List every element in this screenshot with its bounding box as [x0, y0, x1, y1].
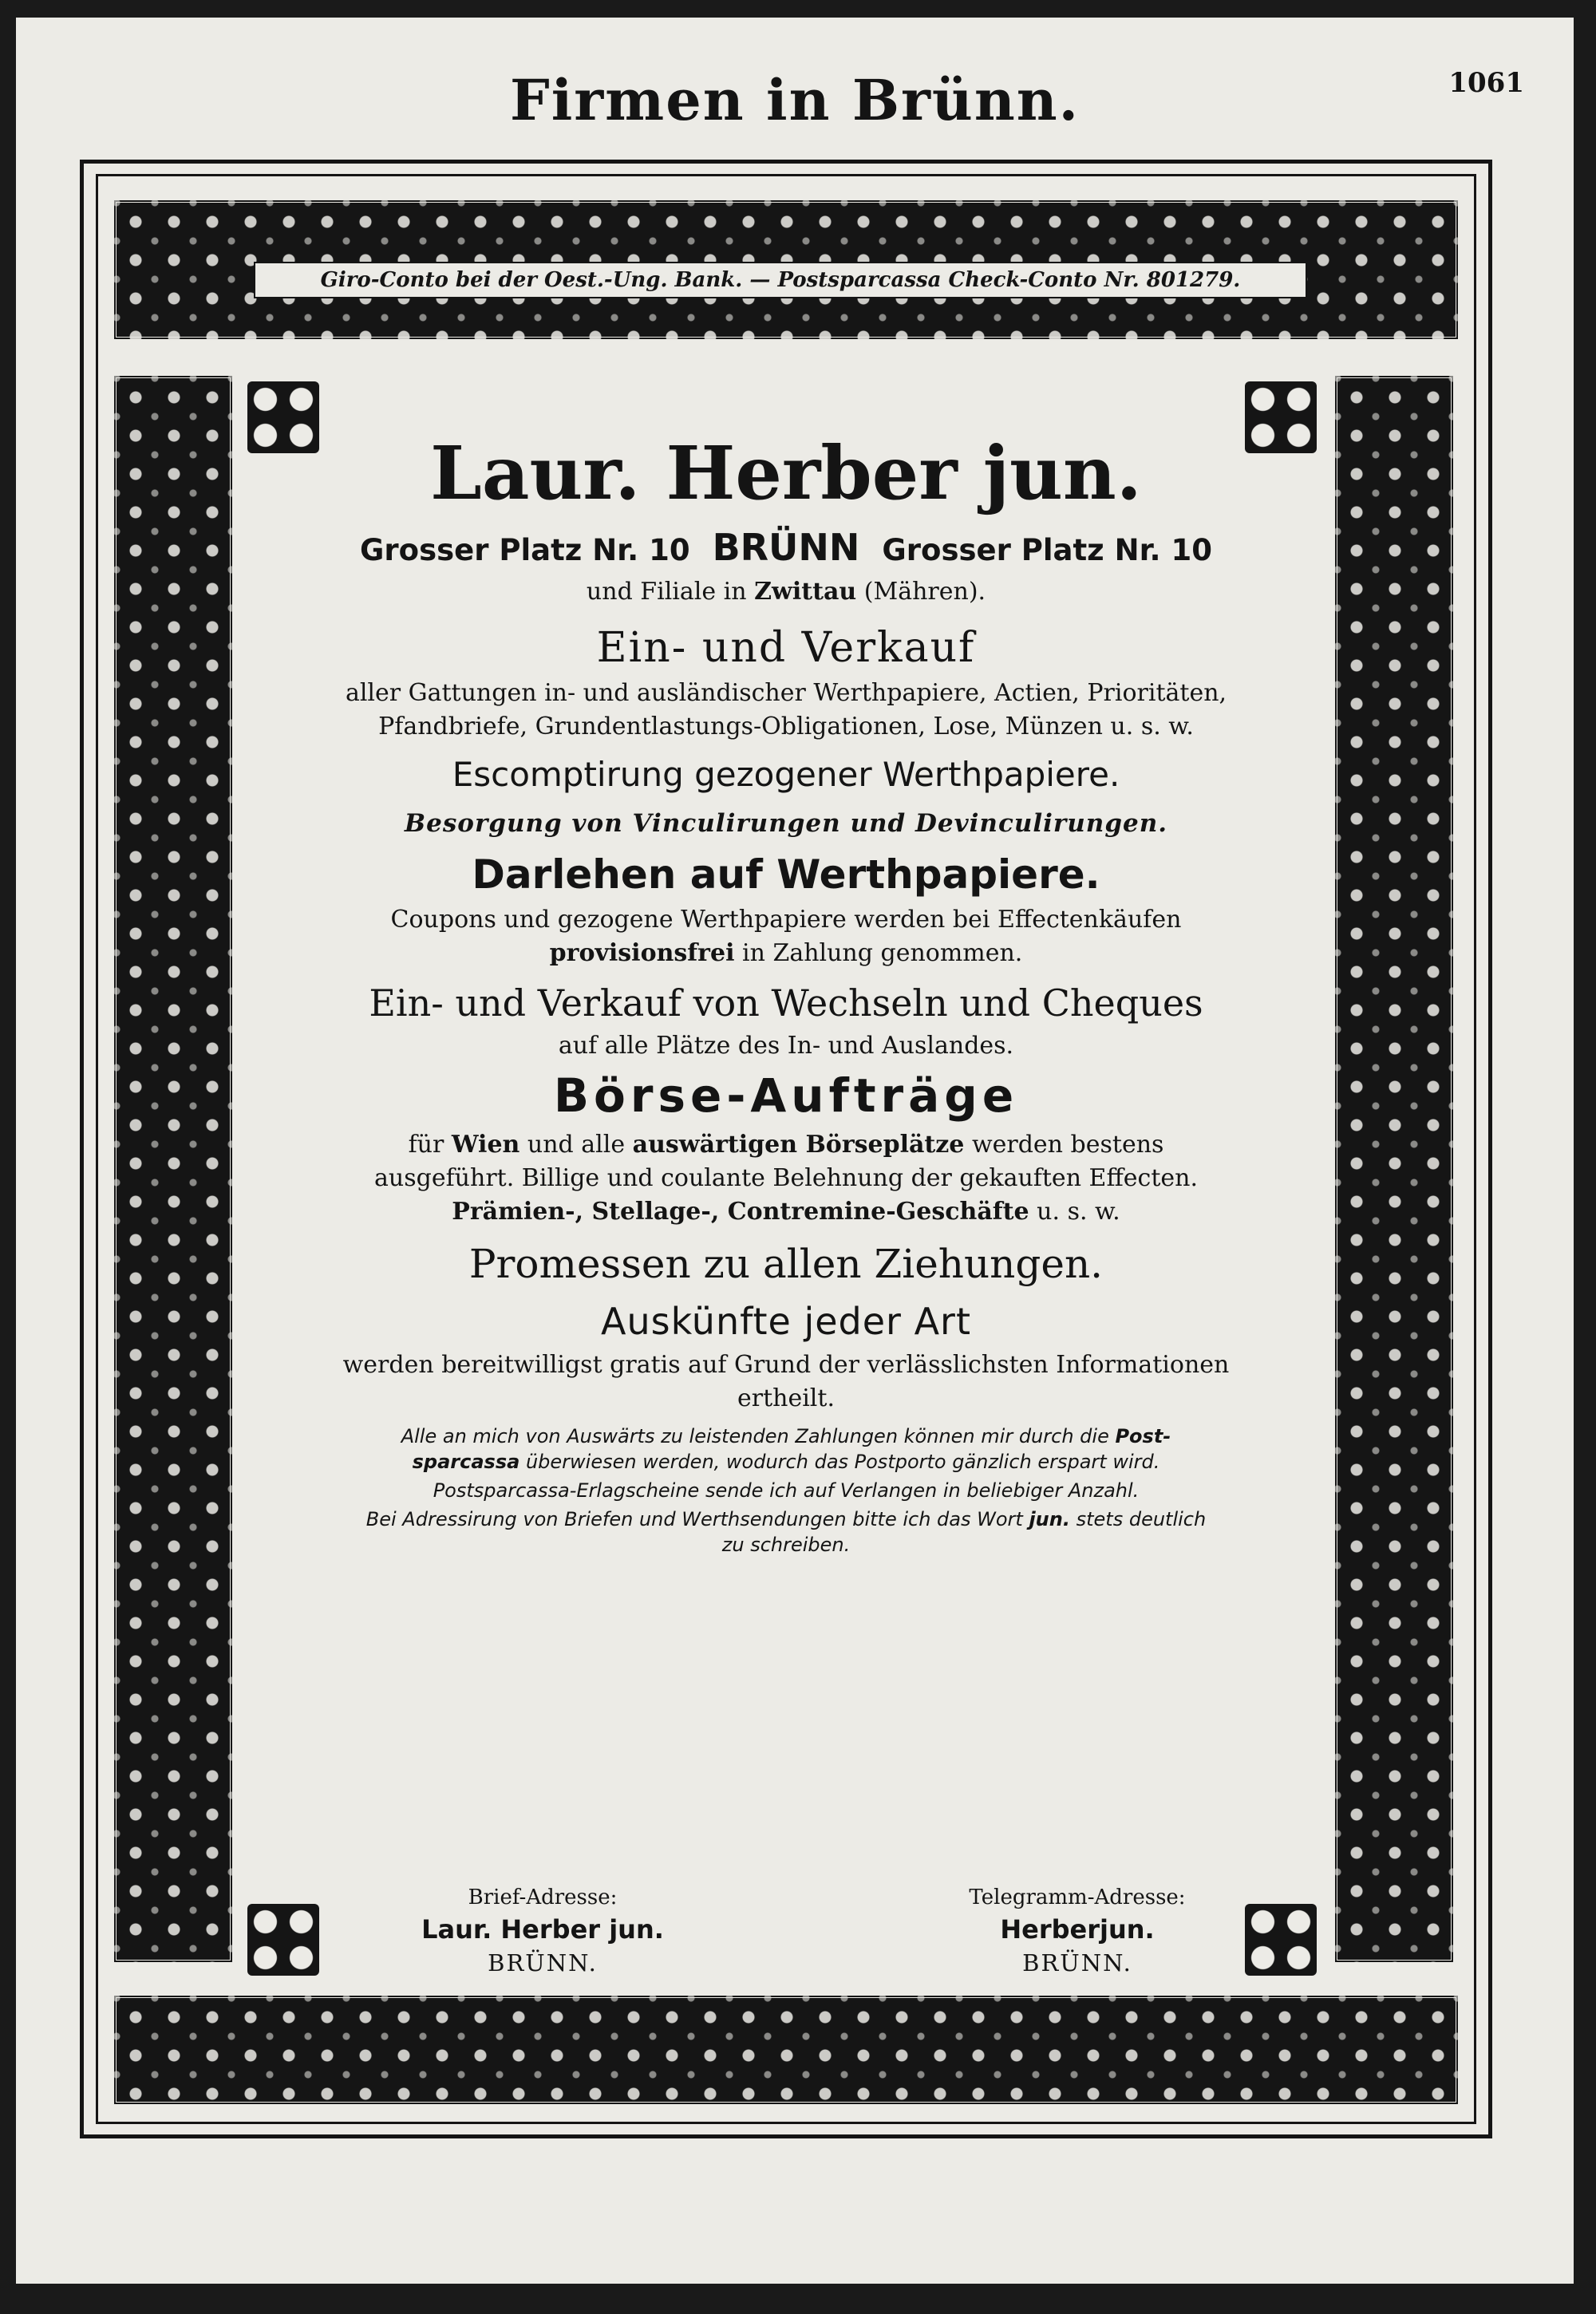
- service-auskuenfte-desc-2: ertheilt.: [737, 1384, 835, 1412]
- notice-payments-1: [263, 1424, 1309, 1449]
- service-boerse-desc-2: ausgeführt. Billige und coulante Belehnung der gekauften Effecten.: [374, 1164, 1198, 1192]
- boerse-text-c: und alle: [527, 1131, 626, 1159]
- service-escompte: Escomptirung gezogener Werthpapiere.: [452, 755, 1120, 794]
- brief-address-label: Brief-Adresse:: [468, 1886, 618, 1909]
- boerse-geschaefte: Prämien-, Stellage-, Contremine-Geschäfte: [452, 1198, 1029, 1226]
- branch-city: Zwittau: [754, 578, 857, 606]
- notice1-text: Alle an mich von Auswärts zu leistenden Zahlungen können mir durch die: [401, 1425, 1109, 1447]
- page-number: 1061: [1448, 67, 1524, 99]
- boerse-text-plaetze: auswärtigen Börseplätze: [632, 1131, 965, 1159]
- service-boerse-desc-1: [263, 1128, 1309, 1162]
- ornamental-band-left: [113, 375, 233, 1963]
- service-boerse: Börse-Aufträge: [553, 1068, 1019, 1123]
- service-auskuenfte-desc-1: werden bereitwilligst gratis auf Grund der verlässlichsten Informationen: [342, 1351, 1230, 1379]
- running-header: Firmen in Brünn.: [510, 67, 1080, 133]
- notice1-sparcassa: sparcassa: [412, 1451, 520, 1473]
- notice3-text-b: stets deutlich: [1076, 1508, 1207, 1530]
- brief-address-city: BRÜNN.: [488, 1949, 598, 1976]
- boerse-text-e: werden bestens: [971, 1131, 1164, 1159]
- service-boerse-desc-3: [263, 1195, 1309, 1229]
- service-darlehen-desc-1: Coupons und gezogene Werthpapiere werden bei Effectenkäufen: [390, 906, 1182, 934]
- branch-line: [263, 573, 1309, 611]
- ornamental-band-right: [1334, 375, 1454, 1963]
- service-buy-sell-desc-2: Pfandbriefe, Grundentlastungs-Obligationen, Lose, Münzen u. s. w.: [378, 713, 1194, 740]
- service-darlehen: Darlehen auf Werthpapiere.: [472, 851, 1100, 898]
- service-buy-sell: Ein- und Verkauf: [596, 624, 976, 672]
- telegram-address: [870, 1883, 1285, 1979]
- giro-conto-banner: Giro-Conto bei der Oest.-Ung. Bank. — Postsparcassa Check-Conto Nr. 801279.: [254, 262, 1307, 298]
- notice-payments-2: [263, 1449, 1309, 1475]
- notice3-jun: jun.: [1029, 1508, 1070, 1530]
- notice3-text-a: Bei Adressirung von Briefen und Werthsendungen bitte ich das Wort: [365, 1508, 1023, 1530]
- notice-adressirung-2: zu schreiben.: [721, 1534, 851, 1556]
- city-name: BRÜNN: [712, 526, 860, 569]
- service-wechsel: Ein- und Verkauf von Wechseln und Cheques: [369, 981, 1203, 1025]
- service-wechsel-desc: auf alle Plätze des In- und Auslandes.: [558, 1032, 1014, 1060]
- company-name: Laur. Herber jun.: [430, 430, 1142, 516]
- zahlung-text: in Zahlung genommen.: [742, 939, 1023, 967]
- address-left: Grosser Platz Nr. 10: [360, 533, 690, 567]
- service-auskuenfte: Auskünfte jeder Art: [601, 1300, 971, 1343]
- branch-prefix: und Filiale in: [586, 578, 747, 606]
- telegram-address-city: BRÜNN.: [1022, 1949, 1132, 1976]
- boerse-text-a: für: [408, 1131, 444, 1159]
- telegram-address-label: Telegramm-Adresse:: [969, 1886, 1186, 1909]
- service-vinculierung: Besorgung von Vinculirungen und Devinculirungen.: [404, 809, 1168, 838]
- address-line: [263, 525, 1309, 573]
- boerse-usw: u. s. w.: [1037, 1198, 1120, 1226]
- service-buy-sell-desc-1: aller Gattungen in- und ausländischer Werthpapiere, Actien, Prioritäten,: [345, 679, 1227, 707]
- address-right: Grosser Platz Nr. 10: [882, 533, 1212, 567]
- service-promessen: Promessen zu allen Ziehungen.: [468, 1241, 1104, 1287]
- notice1-post: Post-: [1115, 1425, 1171, 1447]
- branch-suffix: (Mähren).: [863, 578, 986, 606]
- notice1-rest: überwiesen werden, wodurch das Postporto gänzlich erspart wird.: [525, 1451, 1160, 1473]
- brief-address: [335, 1883, 750, 1979]
- boerse-text-wien: Wien: [451, 1131, 520, 1159]
- brief-address-name: Laur. Herber jun.: [421, 1914, 664, 1945]
- provisionsfrei-text: provisionsfrei: [549, 939, 735, 967]
- notice-erlagscheine: Postsparcassa-Erlagscheine sende ich auf Verlangen in beliebiger Anzahl.: [433, 1479, 1140, 1502]
- advert-body: [263, 415, 1309, 1558]
- ornamental-band-bottom: [113, 1995, 1459, 2105]
- service-darlehen-desc-2: [263, 937, 1309, 970]
- notice-adressirung-1: [263, 1506, 1309, 1532]
- contact-addresses: [263, 1883, 1309, 1979]
- telegram-address-name: Herberjun.: [1000, 1914, 1155, 1945]
